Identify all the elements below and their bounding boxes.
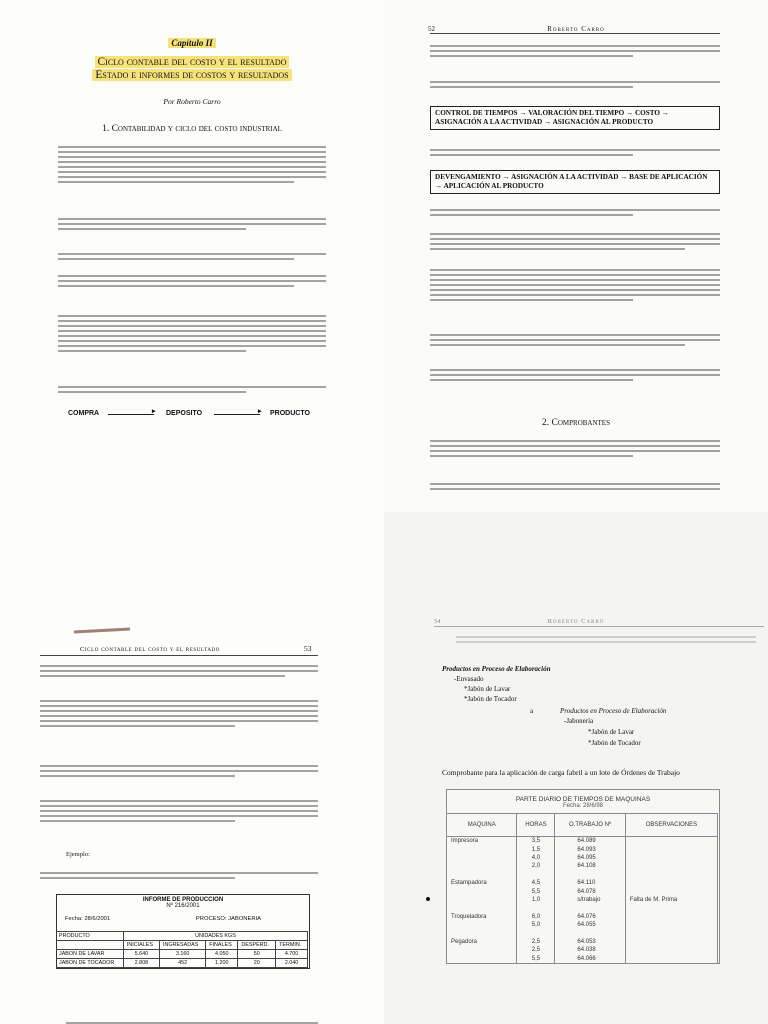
- subcol-header: INGRESADAS: [159, 941, 205, 950]
- product-cell: JABON DE LAVAR: [56, 950, 123, 959]
- body-text-block: [430, 230, 720, 253]
- order-cell: 64.038: [555, 946, 625, 954]
- col-header: HORAS: [517, 814, 555, 837]
- a-connector: a: [530, 707, 534, 715]
- observation-cell: [625, 837, 717, 846]
- bullet-mark: [426, 897, 430, 901]
- chapter-title-line2: Estado e informes de costos y resultados: [92, 69, 291, 81]
- observation-cell: [625, 871, 717, 879]
- header-rule: [430, 33, 720, 34]
- chapter-label: Capítulo II: [0, 38, 384, 48]
- body-text-block: [40, 797, 318, 825]
- hours-cell: 1,0: [517, 896, 555, 904]
- order-cell: 64.093: [555, 845, 625, 853]
- section-heading: 2. Comprobantes: [542, 418, 610, 428]
- table-row: [447, 845, 718, 853]
- table-row: [447, 879, 718, 887]
- body-text-block: [58, 215, 326, 233]
- order-cell: [555, 929, 625, 937]
- col-header: MAQUINA: [447, 814, 517, 837]
- wip-item: -Jabonería: [564, 717, 594, 725]
- header-rule: [434, 626, 764, 627]
- chapter-title-line1: Ciclo contable del costo y el resultado: [95, 56, 290, 68]
- report-date: Fecha: 28/6/98: [562, 803, 604, 809]
- body-text-block: [58, 250, 326, 263]
- table-row: [447, 887, 718, 895]
- page-2: [384, 0, 768, 512]
- order-cell: [555, 871, 625, 879]
- body-text-block: [40, 662, 318, 680]
- running-head: Roberto Carro: [547, 25, 605, 33]
- order-cell: [555, 904, 625, 912]
- table-row: [447, 854, 718, 862]
- body-text-block: [430, 78, 720, 91]
- body-text-block: [58, 383, 326, 396]
- machine-cell: [447, 929, 517, 937]
- body-text-block: [58, 143, 326, 186]
- hours-cell: 6,0: [517, 913, 555, 921]
- blank-cell: [56, 941, 123, 950]
- body-text-block: [40, 762, 318, 780]
- table-row: [447, 862, 718, 870]
- machine-cell: [447, 921, 517, 929]
- observation-cell: [625, 946, 717, 954]
- hours-cell: 5,5: [517, 954, 555, 962]
- page-4: [384, 512, 768, 1024]
- machine-cell: Pegadora: [447, 938, 517, 946]
- page-1: [0, 0, 384, 512]
- observation-cell: [625, 929, 717, 937]
- table-row: [447, 929, 718, 937]
- hours-cell: 4,0: [517, 854, 555, 862]
- wip-title-2: Productos en Proceso de Elaboración: [560, 707, 667, 715]
- machine-cell: [447, 845, 517, 853]
- observation-cell: [625, 845, 717, 853]
- observation-cell: [625, 954, 717, 962]
- value-cell: 4.700: [276, 950, 308, 959]
- hours-cell: [517, 929, 555, 937]
- subcol-header: FINALES: [206, 941, 238, 950]
- machine-cell: Estampadora: [447, 879, 517, 887]
- body-text-block: [430, 146, 720, 159]
- hours-cell: 5,5: [517, 887, 555, 895]
- page-number: 54: [434, 618, 441, 625]
- order-cell: 64.108: [555, 862, 625, 870]
- report-title: INFORME DE PRODUCCION: [142, 897, 224, 903]
- page-number: 52: [428, 25, 435, 33]
- subcol-header: DESPERD.: [238, 941, 276, 950]
- hours-cell: 2,0: [517, 862, 555, 870]
- report-table: [56, 931, 308, 968]
- arrow-right-icon: ▸: [258, 408, 262, 415]
- observation-cell: [625, 879, 717, 887]
- table-row: [447, 904, 718, 912]
- observation-cell: Falta de M. Prima: [625, 896, 717, 904]
- running-head: Ciclo contable del costo y el resultado: [79, 646, 221, 653]
- report-title: PARTE DIARIO DE TIEMPOS DE MAQUINAS: [515, 796, 651, 803]
- machine-cell: [447, 854, 517, 862]
- hours-cell: 1,5: [517, 845, 555, 853]
- page-3: [0, 512, 384, 1024]
- value-cell: 1.200: [206, 959, 238, 968]
- page-number: 53: [304, 644, 312, 653]
- body-text-block: [430, 206, 720, 219]
- wip-title-1: Productos en Proceso de Elaboración: [442, 665, 551, 673]
- col-header: OBSERVACIONES: [625, 814, 717, 837]
- value-cell: 3.160: [159, 950, 205, 959]
- machine-time-report: [446, 789, 720, 964]
- table-row: [56, 959, 308, 968]
- body-text-block: [58, 312, 326, 355]
- col-header: O.TRABAJO Nº: [555, 814, 625, 837]
- body-text-block: [40, 869, 318, 882]
- body-text-block: [430, 331, 720, 349]
- order-cell: 64.089: [555, 837, 625, 846]
- value-cell: 20: [238, 959, 276, 968]
- flow-step-compra: COMPRA: [68, 410, 100, 417]
- order-cell: 64.110: [555, 879, 625, 887]
- observation-cell: [625, 913, 717, 921]
- machine-cell: [447, 871, 517, 879]
- table-row: [447, 871, 718, 879]
- arrow-right-icon: ▸: [152, 408, 156, 415]
- order-cell: 64.095: [555, 854, 625, 862]
- table-row: [447, 896, 718, 904]
- observation-cell: [625, 862, 717, 870]
- body-text-block: [40, 697, 318, 730]
- value-cell: 2.040: [276, 959, 308, 968]
- observation-cell: [625, 904, 717, 912]
- body-text-block: [430, 480, 720, 493]
- machine-cell: [447, 887, 517, 895]
- table-row: [447, 946, 718, 954]
- table-row: [447, 921, 718, 929]
- report-process: PROCESO: JABONERIA: [195, 916, 261, 922]
- report-date: Fecha: 28/6/2001: [65, 916, 111, 922]
- value-cell: 5.640: [123, 950, 159, 959]
- hours-cell: [517, 904, 555, 912]
- body-text-block: [430, 366, 720, 384]
- order-cell: 64.066: [555, 954, 625, 962]
- flow-box-cif: DEVENGAMIENTO → ASIGNACIÓN A LA ACTIVIDAD → BASE DE APLICACIÓN → APLICACIÓN AL PRODUCTO: [430, 170, 720, 194]
- wip-item: *Jabón de Lavar: [464, 685, 511, 693]
- order-cell: 64.076: [555, 913, 625, 921]
- table-row: [447, 837, 718, 846]
- hours-cell: 5,0: [517, 921, 555, 929]
- body-text-block: [430, 437, 720, 460]
- wip-item: *Jabón de Tocador: [588, 739, 641, 747]
- observation-cell: [625, 854, 717, 862]
- body-text-block: [58, 272, 326, 290]
- machine-cell: [447, 896, 517, 904]
- hours-cell: [517, 871, 555, 879]
- example-label: Ejemplo:: [66, 851, 90, 858]
- comprobante-text: Comprobante para la aplicación de carga fabril a un lote de Órdenes de Trabajo: [442, 768, 680, 777]
- col-unidades: UNIDADES KGS: [123, 932, 307, 941]
- machine-cell: Impresora: [447, 837, 517, 846]
- order-cell: 64.078: [555, 887, 625, 895]
- production-report: [56, 894, 310, 969]
- table-row: [56, 950, 308, 959]
- flow-step-producto: PRODUCTO: [270, 410, 310, 417]
- running-head: Roberto Carro: [547, 618, 605, 625]
- hours-cell: 3,5: [517, 837, 555, 846]
- col-producto: PRODUCTO: [56, 932, 123, 941]
- chapter-title: [0, 56, 384, 82]
- subcol-header: TERMIN.: [276, 941, 308, 950]
- wip-item: *Jabón de Tocador: [464, 695, 517, 703]
- observation-cell: [625, 887, 717, 895]
- machine-cell: [447, 904, 517, 912]
- value-cell: 452: [159, 959, 205, 968]
- machine-cell: [447, 862, 517, 870]
- value-cell: 50: [238, 950, 276, 959]
- report-number: Nº 216/2001: [166, 903, 200, 909]
- wip-item: *Jabón de Lavar: [588, 728, 635, 736]
- value-cell: 2.808: [123, 959, 159, 968]
- machine-cell: Troqueladora: [447, 913, 517, 921]
- flow-box-labor: CONTROL DE TIEMPOS → VALORACIÓN DEL TIEMPO → COSTO → ASIGNACIÓN A LA ACTIVIDAD → ASIGNACIÓN AL PRODUCTO: [430, 106, 720, 130]
- order-cell: s/trabajo: [555, 896, 625, 904]
- wip-item: -Envasado: [454, 675, 484, 683]
- table-row: [447, 938, 718, 946]
- author: Por Roberto Carro: [163, 97, 221, 106]
- scan-mark: [74, 628, 130, 634]
- machine-cell: [447, 946, 517, 954]
- table-row: [447, 954, 718, 962]
- body-text-block: [430, 266, 720, 304]
- flow-step-deposito: DEPOSITO: [166, 410, 203, 417]
- body-text-block: [66, 1019, 318, 1024]
- flow-arrow: [214, 414, 260, 415]
- flow-arrow: [108, 414, 154, 415]
- table-row: [447, 913, 718, 921]
- machine-cell: [447, 954, 517, 962]
- body-text-block: [456, 633, 756, 646]
- hours-cell: 2,5: [517, 946, 555, 954]
- subcol-header: INICIALES: [123, 941, 159, 950]
- product-cell: JABON DE TOCADOR: [56, 959, 123, 968]
- hours-cell: 4,5: [517, 879, 555, 887]
- flow-diagram: [68, 410, 320, 422]
- section-heading: 1. Contabilidad y ciclo del costo industrial: [102, 124, 282, 134]
- header-rule: [40, 655, 318, 656]
- order-cell: 64.055: [555, 921, 625, 929]
- observation-cell: [625, 938, 717, 946]
- order-cell: 64.053: [555, 938, 625, 946]
- value-cell: 4.050: [206, 950, 238, 959]
- body-text-block: [430, 42, 720, 60]
- machine-table: [446, 813, 718, 963]
- observation-cell: [625, 921, 717, 929]
- hours-cell: 2,5: [517, 938, 555, 946]
